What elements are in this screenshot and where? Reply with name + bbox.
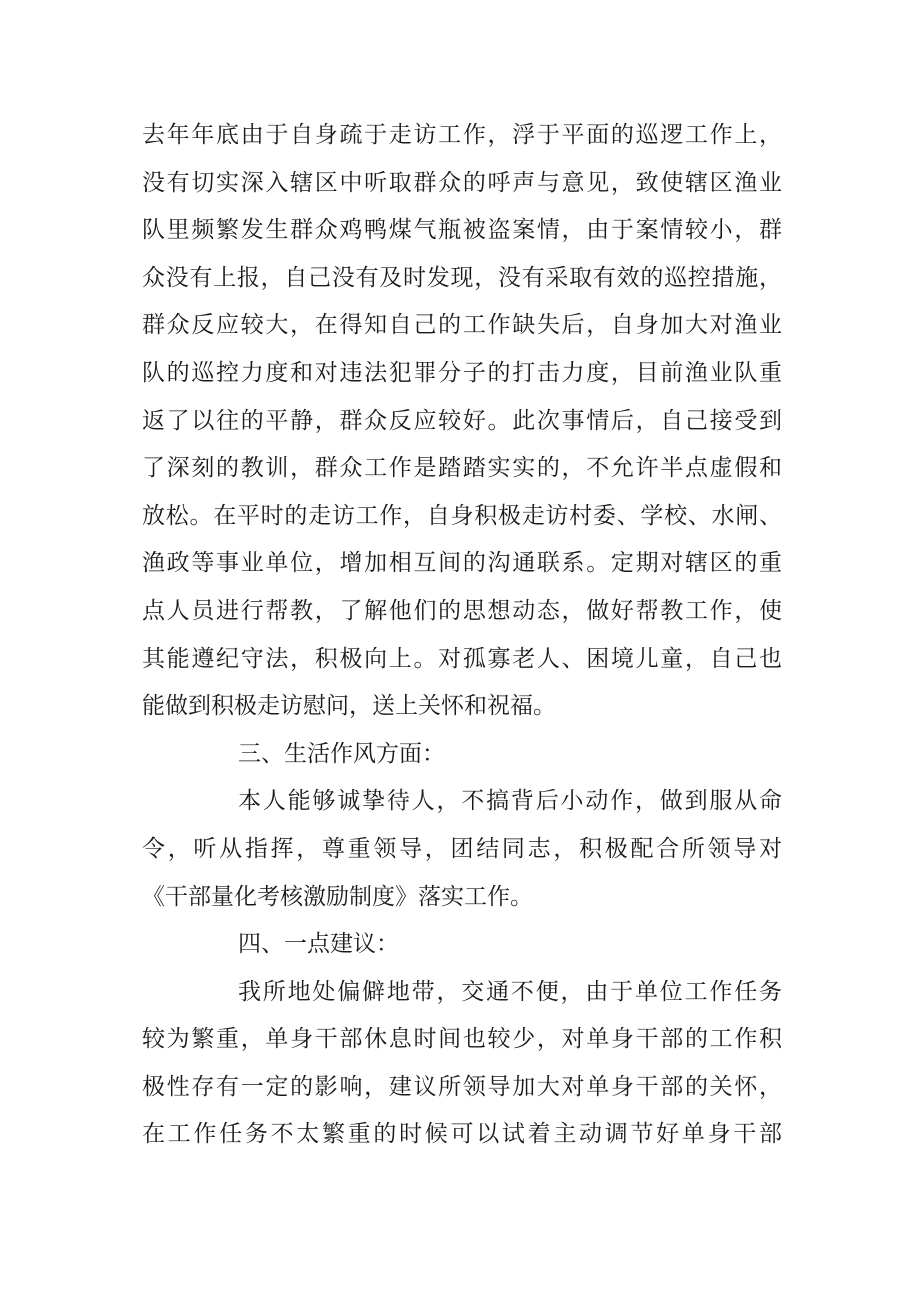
section-heading-lifestyle: 三、生活作风方面： [238, 740, 445, 767]
text-line: 能做到积极走访慰问，送上关怀和祝福。 [142, 693, 556, 720]
text-line: 点人员进行帮教，了解他们的思想动态，做好帮教工作，使 [142, 597, 782, 624]
text-line: 去年年底由于自身疏于走访工作，浮于平面的巡逻工作上， [142, 122, 782, 148]
text-line: 令，听从指挥，尊重领导，团结同志，积极配合所领导对 [142, 835, 782, 862]
text-line: 在工作任务不太繁重的时候可以试着主动调节好单身干部 [142, 1121, 782, 1148]
text-line: 返了以往的平静，群众反应较好。此次事情后，自己接受到 [142, 407, 782, 434]
text-line: 群众反应较大，在得知自己的工作缺失后，自身加大对渔业 [142, 312, 782, 339]
text-line: 极性存有一定的影响，建议所领导加大对单身干部的关怀， [142, 1073, 782, 1100]
text-line: 放松。在平时的走访工作，自身积极走访村委、学校、水闸、 [142, 502, 782, 529]
text-line: 我所地处偏僻地带，交通不便，由于单位工作任务 [238, 978, 782, 1005]
document-body [142, 112, 782, 1159]
text-line: 渔政等事业单位，增加相互间的沟通联系。定期对辖区的重 [142, 550, 782, 577]
text-line: 队里频繁发生群众鸡鸭煤气瓶被盗案情，由于案情较小，群 [142, 217, 782, 244]
text-line: 较为繁重，单身干部休息时间也较少，对单身干部的工作积 [142, 1026, 782, 1053]
text-line: 没有切实深入辖区中听取群众的呼声与意见，致使辖区渔业 [142, 169, 782, 196]
text-line: 队的巡控力度和对违法犯罪分子的打击力度，目前渔业队重 [142, 359, 782, 386]
text-line: 众没有上报，自己没有及时发现，没有采取有效的巡控措施， [142, 264, 782, 291]
text-line: 其能遵纪守法，积极向上。对孤寡老人、困境儿童，自己也 [142, 645, 782, 672]
section-heading-suggestion: 四、一点建议： [238, 931, 399, 958]
text-line: 了深刻的教训，群众工作是踏踏实实的，不允许半点虚假和 [142, 455, 782, 482]
text-line: 本人能够诚挚待人，不搞背后小动作，做到服从命 [238, 788, 782, 815]
text-line: 《干部量化考核激励制度》落实工作。 [142, 883, 533, 910]
